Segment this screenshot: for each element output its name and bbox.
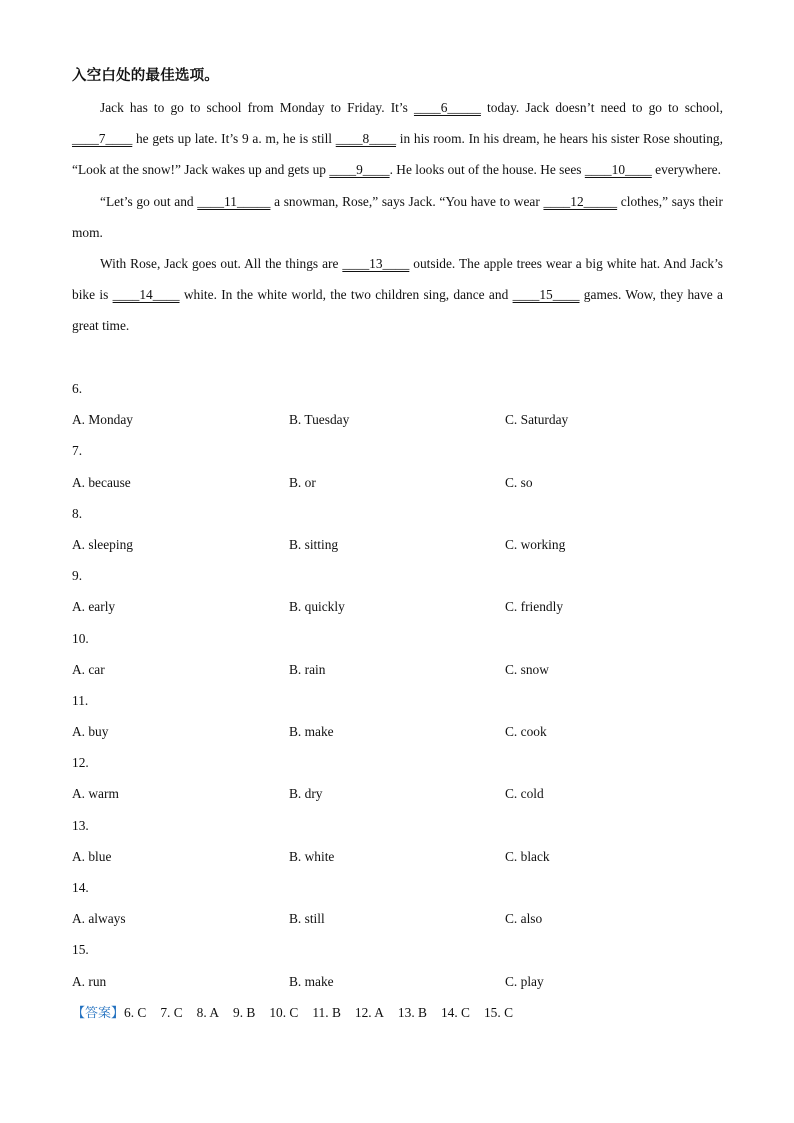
answer-label: 【答案】 [72, 1006, 125, 1021]
passage-text: white. In the white world, the two children sing, dance and [179, 287, 513, 303]
blank-14: ____14____ [112, 287, 180, 303]
question-number: 14. [72, 880, 89, 895]
passage-text: With Rose, Jack goes out. All the things are [100, 256, 343, 272]
option-row [72, 404, 723, 435]
blank-6: ____6_____ [413, 100, 481, 115]
cloze-passage [72, 92, 723, 342]
passage-paragraph-2 [72, 186, 723, 248]
answer-item: 10. C [269, 1005, 299, 1020]
option-c: C. cook [505, 724, 547, 740]
option-row [72, 591, 723, 622]
option-a: A. blue [72, 848, 112, 864]
passage-text: he gets up late. It’s 9 a. m, he is still [132, 131, 336, 147]
option-a: A. because [72, 474, 131, 490]
question-14 [72, 872, 723, 934]
option-b: B. make [289, 973, 334, 989]
passage-text: “Let’s go out and [100, 193, 198, 209]
option-c: C. friendly [505, 599, 564, 615]
blank-8: ____8____ [335, 131, 397, 147]
option-b: B. still [289, 911, 325, 927]
question-number: 6. [72, 381, 83, 396]
option-b: B. rain [289, 661, 326, 677]
question-6 [72, 373, 723, 435]
question-number: 12. [72, 755, 89, 771]
answer-item: 11. B [312, 1005, 341, 1020]
option-a: A. sleeping [72, 536, 133, 552]
question-number: 8. [72, 505, 83, 521]
option-c: C. so [505, 474, 533, 490]
question-15 [72, 934, 723, 996]
option-c: C. working [505, 536, 566, 552]
option-row [72, 716, 723, 747]
passage-paragraph-1 [72, 92, 723, 186]
option-b: B. or [289, 474, 316, 490]
passage-text: . He looks out of the house. He sees [389, 162, 585, 178]
option-b: B. Tuesday [289, 412, 350, 428]
blank-10: ____10____ [584, 162, 652, 178]
option-row [72, 841, 723, 872]
answer-item: 14. C [440, 1005, 470, 1020]
option-c: C. snow [505, 661, 549, 677]
option-c: C. also [505, 911, 543, 927]
question-9 [72, 560, 723, 622]
option-row [72, 903, 723, 934]
option-row [72, 529, 723, 560]
passage-text: today. Jack doesn’t need to go to school, [480, 100, 723, 115]
question-10 [72, 623, 723, 685]
blank-7: ____7____ [72, 131, 133, 147]
question-list [72, 373, 723, 997]
passage-text: a snowman, Rose,” says Jack. “You have to wear [270, 193, 544, 209]
passage-text: outside. The apple trees wear a big white hat. And Jack’s bike is [72, 256, 724, 303]
option-c: C. Saturday [505, 412, 569, 428]
option-row [72, 778, 723, 809]
question-number: 11. [72, 692, 89, 708]
answer-key [72, 997, 527, 1028]
question-number: 7. [72, 443, 83, 459]
passage-text: Jack has to go to school from Monday to Friday. It’s [100, 100, 414, 115]
option-row [72, 654, 723, 685]
option-b: B. make [289, 724, 334, 740]
option-c: C. play [505, 973, 544, 989]
section-heading: 入空白处的最佳选项。 [72, 68, 219, 84]
question-11 [72, 685, 723, 747]
option-a: A. always [72, 911, 126, 927]
option-row [72, 467, 723, 498]
option-a: A. Monday [72, 412, 133, 428]
option-a: A. run [72, 973, 107, 989]
answer-item: 15. C [483, 1005, 514, 1020]
option-b: B. sitting [289, 536, 339, 552]
answer-item: 7. C [160, 1005, 183, 1020]
question-number: 10. [72, 630, 89, 646]
option-a: A. warm [72, 786, 119, 802]
passage-paragraph-3 [72, 248, 723, 342]
question-12 [72, 747, 723, 809]
question-number: 15. [72, 942, 89, 958]
passage-text: everywhere. [651, 162, 721, 178]
option-c: C. cold [505, 786, 544, 802]
blank-13: ____13____ [342, 256, 410, 272]
option-b: B. quickly [289, 599, 345, 615]
question-13 [72, 810, 723, 872]
passage-text: games. Wow, they have a great time. [72, 287, 723, 334]
question-number: 13. [72, 817, 89, 833]
option-a: A. early [72, 599, 116, 615]
answer-item: 9. B [233, 1005, 256, 1020]
blank-12: ____12_____ [543, 193, 618, 209]
question-number: 9. [72, 568, 83, 584]
blank-11: ____11_____ [197, 193, 271, 209]
answer-item: 6. C [124, 1005, 147, 1020]
question-8 [72, 498, 723, 560]
option-b: B. white [289, 848, 335, 864]
option-a: A. buy [72, 724, 109, 740]
question-7 [72, 435, 723, 497]
answer-item: 13. B [397, 1005, 427, 1020]
answer-item: 12. A [354, 1005, 384, 1020]
answer-item: 8. A [196, 1005, 219, 1020]
option-a: A. car [72, 661, 105, 677]
option-b: B. dry [289, 786, 323, 802]
blank-9: ____9____ [329, 162, 390, 178]
option-row [72, 966, 723, 997]
passage-text: clothes,” says their mom. [72, 193, 723, 240]
option-c: C. black [505, 848, 550, 864]
passage-text: in his room. In his dream, he hears his sister Rose shouting, “Look at the snow!” Jack wakes up and gets up [72, 131, 723, 178]
blank-15: ____15____ [512, 287, 580, 303]
